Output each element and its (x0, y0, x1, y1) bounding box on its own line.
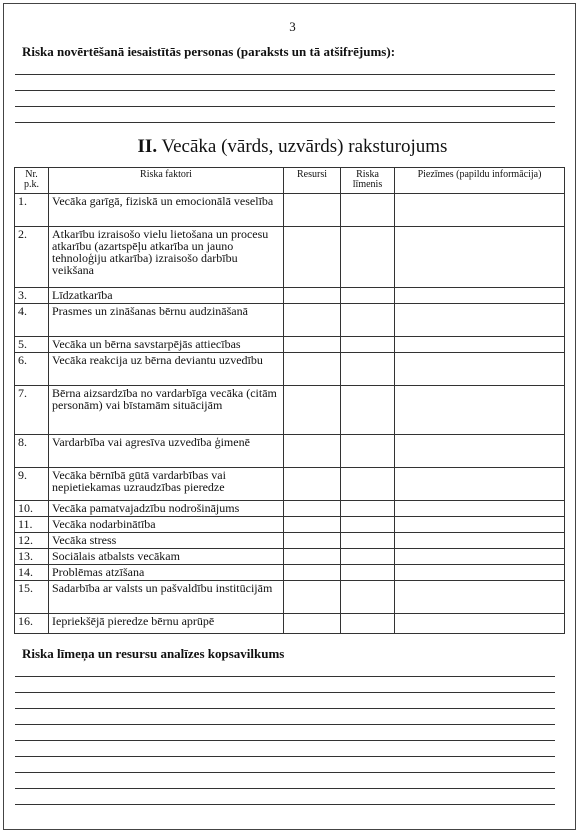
risk-factor-cell: Atkarību izraisošo vielu lietošana un procesu atkarību (azartspēļu atkarība un jauno tehnoloģiju atkarība) izraisošo darbību veikšana (49, 227, 284, 288)
risk-factor-cell: Vecāka nodarbinātība (49, 517, 284, 533)
notes-cell[interactable] (395, 533, 565, 549)
row-number: 8. (15, 435, 49, 468)
summary-line[interactable] (15, 756, 555, 757)
table-row (15, 614, 565, 634)
risk-level-cell[interactable] (341, 549, 395, 565)
risk-level-cell[interactable] (341, 386, 395, 435)
summary-heading: Riska līmeņa un resursu analīzes kopsavilkums (22, 646, 285, 661)
row-number: 16. (15, 614, 49, 634)
resources-cell[interactable] (284, 533, 341, 549)
risk-factor-cell: Vecāka stress (49, 533, 284, 549)
table-row (15, 304, 565, 337)
resources-cell[interactable] (284, 386, 341, 435)
table-row (15, 533, 565, 549)
row-number: 9. (15, 468, 49, 501)
table-row (15, 565, 565, 581)
summary-line[interactable] (15, 772, 555, 773)
table-row (15, 501, 565, 517)
risk-level-cell[interactable] (341, 517, 395, 533)
risk-level-cell[interactable] (341, 353, 395, 386)
row-number: 13. (15, 549, 49, 565)
risk-level-cell[interactable] (341, 304, 395, 337)
risk-factor-cell: Vecāka pamatvajadzību nodrošinājums (49, 501, 284, 517)
row-number: 1. (15, 194, 49, 227)
resources-cell[interactable] (284, 337, 341, 353)
resources-cell[interactable] (284, 227, 341, 288)
risk-factor-cell: Vecāka reakcija uz bērna deviantu uzvedību (49, 353, 284, 386)
table-row (15, 353, 565, 386)
signature-line[interactable] (15, 74, 555, 75)
summary-line[interactable] (15, 740, 555, 741)
notes-cell[interactable] (395, 304, 565, 337)
summary-line[interactable] (15, 724, 555, 725)
risk-level-cell[interactable] (341, 614, 395, 634)
signatures-heading: Riska novērtēšanā iesaistītās personas (paraksts un tā atšifrējums): (22, 44, 396, 59)
resources-cell[interactable] (284, 468, 341, 501)
row-number: 15. (15, 581, 49, 614)
summary-line[interactable] (15, 692, 555, 693)
header-num: Nr. p.k. (15, 168, 49, 194)
risk-factor-cell: Vardarbība vai agresīva uzvedība ģimenē (49, 435, 284, 468)
section-roman-numeral: II. (137, 136, 158, 157)
table-row (15, 386, 565, 435)
row-number: 10. (15, 501, 49, 517)
table-row (15, 288, 565, 304)
row-number: 12. (15, 533, 49, 549)
table-row (15, 194, 565, 227)
table-row (15, 581, 565, 614)
row-number: 7. (15, 386, 49, 435)
resources-cell[interactable] (284, 614, 341, 634)
row-number: 11. (15, 517, 49, 533)
risk-factors-table (14, 167, 565, 634)
header-risk-level: Riska līmenis (341, 168, 395, 194)
resources-cell[interactable] (284, 517, 341, 533)
signature-line[interactable] (15, 122, 555, 123)
table-row (15, 227, 565, 288)
risk-factor-cell: Sadarbība ar valsts un pašvaldību institūcijām (49, 581, 284, 614)
risk-level-cell[interactable] (341, 581, 395, 614)
notes-cell[interactable] (395, 194, 565, 227)
notes-cell[interactable] (395, 337, 565, 353)
section-title (0, 136, 585, 158)
risk-factor-cell: Vecāka bērnībā gūtā vardarbības vai nepietiekamas uzraudzības pieredze (49, 468, 284, 501)
risk-factor-cell: Bērna aizsardzība no vardarbīga vecāka (citām personām) vai bīstamām situācijām (49, 386, 284, 435)
notes-cell[interactable] (395, 386, 565, 435)
row-number: 4. (15, 304, 49, 337)
summary-line[interactable] (15, 804, 555, 805)
resources-cell[interactable] (284, 501, 341, 517)
signature-line[interactable] (15, 90, 555, 91)
notes-cell[interactable] (395, 549, 565, 565)
notes-cell[interactable] (395, 581, 565, 614)
risk-level-cell[interactable] (341, 565, 395, 581)
risk-factor-cell: Prasmes un zināšanas bērnu audzināšanā (49, 304, 284, 337)
risk-level-cell[interactable] (341, 435, 395, 468)
risk-level-cell[interactable] (341, 337, 395, 353)
row-number: 5. (15, 337, 49, 353)
risk-level-cell[interactable] (341, 194, 395, 227)
row-number: 14. (15, 565, 49, 581)
notes-cell[interactable] (395, 501, 565, 517)
section-title-text: Vecāka (vārds, uzvārds) raksturojums (161, 136, 448, 157)
notes-cell[interactable] (395, 353, 565, 386)
risk-level-cell[interactable] (341, 533, 395, 549)
notes-cell[interactable] (395, 614, 565, 634)
resources-cell[interactable] (284, 549, 341, 565)
risk-level-cell[interactable] (341, 468, 395, 501)
resources-cell[interactable] (284, 565, 341, 581)
risk-level-cell[interactable] (341, 288, 395, 304)
header-resources: Resursi (284, 168, 341, 194)
notes-cell[interactable] (395, 565, 565, 581)
summary-line[interactable] (15, 708, 555, 709)
table-row (15, 549, 565, 565)
risk-level-cell[interactable] (341, 227, 395, 288)
table-row (15, 337, 565, 353)
resources-cell[interactable] (284, 288, 341, 304)
notes-cell[interactable] (395, 468, 565, 501)
resources-cell[interactable] (284, 194, 341, 227)
risk-level-cell[interactable] (341, 501, 395, 517)
summary-line[interactable] (15, 676, 555, 677)
risk-factor-cell: Līdzatkarība (49, 288, 284, 304)
header-risk-factors: Riska faktori (49, 168, 284, 194)
table-row (15, 435, 565, 468)
resources-cell[interactable] (284, 353, 341, 386)
row-number: 2. (15, 227, 49, 288)
table-row (15, 517, 565, 533)
risk-factor-cell: Problēmas atzīšana (49, 565, 284, 581)
row-number: 3. (15, 288, 49, 304)
notes-cell[interactable] (395, 227, 565, 288)
resources-cell[interactable] (284, 581, 341, 614)
signature-line[interactable] (15, 106, 555, 107)
resources-cell[interactable] (284, 435, 341, 468)
table-header-row (15, 168, 565, 194)
notes-cell[interactable] (395, 288, 565, 304)
risk-factor-cell: Vecāka garīgā, fiziskā un emocionālā veselība (49, 194, 284, 227)
page-number: 3 (289, 19, 296, 34)
summary-line[interactable] (15, 788, 555, 789)
risk-factor-cell: Iepriekšējā pieredze bērnu aprūpē (49, 614, 284, 634)
row-number: 6. (15, 353, 49, 386)
table-row (15, 468, 565, 501)
resources-cell[interactable] (284, 304, 341, 337)
risk-factor-cell: Sociālais atbalsts vecākam (49, 549, 284, 565)
notes-cell[interactable] (395, 435, 565, 468)
notes-cell[interactable] (395, 517, 565, 533)
risk-factor-cell: Vecāka un bērna savstarpējās attiecības (49, 337, 284, 353)
header-notes: Piezīmes (papildu informācija) (395, 168, 565, 194)
